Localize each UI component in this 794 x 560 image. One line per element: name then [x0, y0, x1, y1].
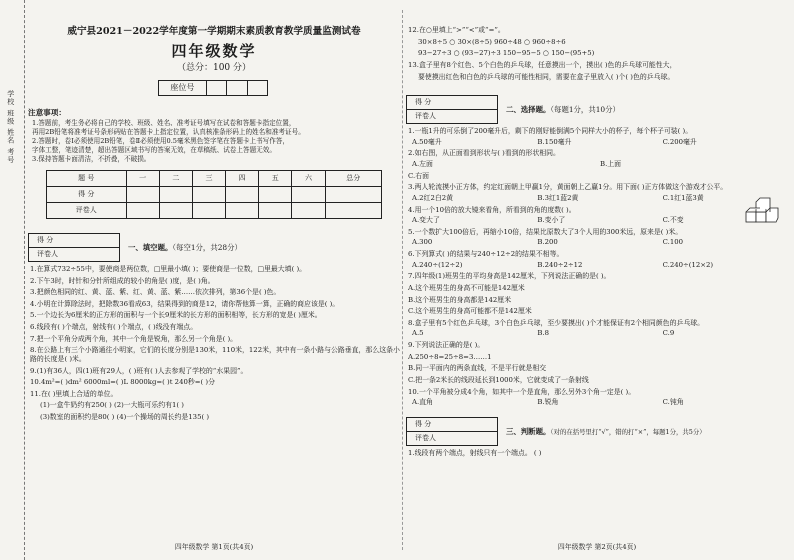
- notice-line: 3.保持答题卡面清洁，不折叠，不破损。: [32, 155, 151, 164]
- score-cell[interactable]: [159, 186, 192, 202]
- question: 2.下午3时，时针和分针所组成的较小的角是( )度，是( )角。: [30, 276, 215, 285]
- grader-name-label: 评卷人: [415, 433, 436, 442]
- option-row: [412, 138, 788, 147]
- question: 4.用一个10倍的放大镜来看角，所看到的角的度数( )。: [408, 205, 576, 214]
- option[interactable]: B.200: [537, 238, 558, 247]
- option[interactable]: C.钝角: [662, 398, 684, 407]
- section-title-text: 二、选择题。: [506, 105, 551, 114]
- question-part: (1)一盒牛奶约有250( ) (2)一大瓶可乐约有1( ): [40, 401, 184, 410]
- question: 1.一瓶1升的可乐倒了200毫升后，剩下的刚好能倒满5个同样大小的杯子，每个杯子可装( )。: [408, 127, 693, 136]
- notice-line: 1.答题前，考生务必将自己的学校、班级、姓名、准考证号填写在试卷和答题卡指定位置，: [32, 119, 296, 128]
- score-cell[interactable]: [226, 202, 259, 218]
- option[interactable]: A.左面: [412, 160, 433, 168]
- exam-title: 威宁县2021－2022学年度第一学期期末素质教育教学质量监测试卷: [67, 26, 361, 37]
- question: 4.小明在计算除法时，把除数36看成63，结果得到的商是12，请你帮他算一算，正确的商应该是( )。: [30, 299, 340, 308]
- score-cell[interactable]: [192, 202, 225, 218]
- score-cell[interactable]: [325, 202, 381, 218]
- score-cell[interactable]: [259, 202, 292, 218]
- section-note: （对的在括号里打“√”，错的打“×”，每题1分，共5分）: [550, 427, 706, 436]
- option-row: [412, 194, 788, 203]
- question: 3.两人轮流摸小正方体，约定红面朝上甲赢1分，黄面朝上乙赢1分。用下面( )正方体做这个游戏才公平。: [408, 183, 728, 192]
- grader-box: [406, 95, 498, 124]
- cube-stack-figure: [744, 192, 780, 226]
- score-header: 题 号: [47, 170, 127, 186]
- question: 8.在公路上有三个小路通往小明家，它们的长度分别是130米，110米，122米，其中有一条小路与公路垂直，那么这条小路的长度是( )米。: [30, 346, 400, 363]
- question: 7.四年级(1)班男生的平均身高是142厘米，下列说法正确的是( )。: [408, 272, 611, 281]
- question-part: 93−27÷3 ○ (93−27)÷3 150−95−5 ○ 150−(95+5): [418, 49, 595, 58]
- score-table: [46, 170, 382, 219]
- score-cell[interactable]: [226, 186, 259, 202]
- option[interactable]: A.变大了: [412, 216, 440, 225]
- option[interactable]: B.锐角: [537, 398, 559, 407]
- question: C.这个班男生的身高可能都不是142厘米: [408, 307, 532, 316]
- question: 5.一个数扩大100倍后，再缩小10倍，结果比原数大了3个人用的300米远，原来是( )米。: [408, 227, 683, 236]
- question-part: 30×8÷5 ○ 30×(8÷5) 960÷48 ○ 960÷8÷6: [418, 37, 566, 46]
- option-row: [412, 216, 788, 225]
- question: 10.一个平角被分成4个角，如其中一个是直角，那么另外3个角一定是( )。: [408, 387, 636, 396]
- option[interactable]: B.变小了: [537, 216, 566, 225]
- option[interactable]: C.9: [662, 329, 675, 338]
- page-footer: 四年级数学 第1页(共4页): [174, 543, 254, 552]
- section-title: [506, 427, 706, 436]
- grader-box: [28, 233, 120, 262]
- grader-name-label: 评卷人: [415, 112, 436, 121]
- left-page: [28, 6, 400, 552]
- section-judge-header: [406, 417, 788, 446]
- section-note: （每空1分，共28分）: [172, 242, 242, 252]
- question: 1.线段有两个端点，射线只有一个端点。 ( ): [408, 448, 542, 457]
- question: 9.下列说法正确的是( )。: [408, 341, 485, 349]
- score-cell[interactable]: [126, 186, 159, 202]
- grader-score-label: 得 分: [407, 418, 497, 432]
- option[interactable]: A.300: [412, 238, 433, 247]
- subject-title: 四年级数学: [171, 41, 257, 60]
- option-row: [412, 398, 788, 407]
- right-page: [406, 6, 788, 552]
- question: 7.把一个平角分成两个角，其中一个角是锐角，那么另一个角是( )。: [30, 334, 238, 343]
- question: 10.4m²=( )dm² 6000ml=( )L 8000kg=( )t 240秒=( )分: [30, 378, 215, 387]
- page-footer: 四年级数学 第2页(共4页): [557, 543, 637, 552]
- seat-label: 座位号: [159, 81, 207, 95]
- score-header: 六: [292, 170, 325, 186]
- score-header: 五: [259, 170, 292, 186]
- section-title-text: 三、判断题。: [506, 426, 551, 436]
- option[interactable]: B.3红1蓝2黄: [537, 193, 579, 202]
- option[interactable]: B.上面: [600, 160, 622, 168]
- notice-line: 再用2B铅笔将准考证号条形码贴在答题卡上指定位置，认真核准条形码上的姓名和准考证号。: [32, 128, 305, 137]
- score-row-label: 评卷人: [47, 202, 127, 218]
- option[interactable]: B.150毫升: [537, 137, 572, 146]
- question-part: (3)数室的面积约是80( ) (4)一个操场的周长约是135( ): [40, 413, 210, 422]
- option-row: [412, 329, 788, 338]
- seat-cell[interactable]: [227, 81, 247, 95]
- option[interactable]: A.直角: [412, 398, 433, 407]
- score-cell[interactable]: [192, 186, 225, 202]
- option[interactable]: C.100: [662, 238, 684, 247]
- score-header: 一: [126, 170, 159, 186]
- score-cell[interactable]: [325, 186, 381, 202]
- question: 5.一个边长为6厘米的正方形的面积与一个长9厘米的长方形的面积相等，长方形的宽是( )厘米。: [30, 311, 322, 320]
- notice-line: 字体工整，笔迹清楚，超出答题区域书写的答案无效，在草稿纸、试卷上答题无效。: [32, 146, 276, 155]
- question: A.这个班男生的身高不可能是142厘米: [408, 283, 525, 292]
- grader-score-label: 得 分: [407, 96, 497, 110]
- notice-line: 2.答题时，卷Ⅰ必须使用2B铅笔，卷Ⅱ必须使用0.5毫米黑色签字笔在答题卡上书写作答，: [32, 137, 290, 146]
- question: 6.下列算式( )的结果与240÷12÷2的结果不相等。: [408, 250, 564, 258]
- question: 13.盒子里有8个红色、5个白色的乒乓球，任意摸出一个，摸出( )色的乒乓球可能性大，: [408, 60, 677, 69]
- question: 8.盒子里有5个红色乒乓球，3个白色乒乓球，至少要摸出( )个才能保证有2个相同颜色的乒乓球。: [408, 318, 705, 327]
- section-fill-header: [28, 233, 400, 262]
- score-row-label: 得 分: [47, 186, 127, 202]
- option[interactable]: B.8: [537, 329, 549, 338]
- section-title-text: 一、填空题。: [128, 242, 173, 252]
- section-title: [128, 243, 242, 252]
- notice-list: [32, 119, 400, 163]
- option[interactable]: A.2红2白2黄: [412, 193, 453, 202]
- section-title: [506, 105, 620, 114]
- binding-margin: [0, 0, 25, 560]
- option[interactable]: C.240÷(12×2): [662, 260, 714, 269]
- option[interactable]: C.200毫升: [662, 137, 697, 146]
- option[interactable]: A.5: [412, 329, 424, 338]
- page-divider: [402, 10, 403, 550]
- score-header: 三: [192, 170, 225, 186]
- question: C.把一条2米长的线段延长到1000米，它就变成了一条射线: [408, 375, 589, 384]
- question: 1.在算式732÷55中，要使商是两位数，□里最小填( )；要使商是一位数，□里最大填( )。: [30, 264, 307, 273]
- score-cell[interactable]: [159, 202, 192, 218]
- question: B.同一平面内的两条直线，不是平行就是相交: [408, 364, 547, 373]
- grader-box: [406, 417, 498, 446]
- compare-questions: [406, 26, 788, 81]
- option[interactable]: C.1红1蓝3黄: [662, 193, 704, 202]
- score-cell[interactable]: [292, 202, 325, 218]
- score-header: 总分: [325, 170, 381, 186]
- seat-cell[interactable]: [248, 81, 267, 95]
- seat-cell[interactable]: [207, 81, 227, 95]
- question: 9.(1)有36人，四(1)班有29人，( )班有( )人去参观了学校的“水果园”。: [30, 366, 248, 375]
- option[interactable]: A.50毫升: [412, 137, 442, 146]
- option-row: [412, 238, 788, 247]
- choice-questions: [406, 127, 788, 407]
- score-cell[interactable]: [292, 186, 325, 202]
- section-choice-header: [406, 95, 788, 124]
- score-header: 四: [226, 170, 259, 186]
- question: B.这个班男生的身高都是142厘米: [408, 295, 512, 304]
- binding-text: 学校 班级 姓名 考号: [6, 90, 15, 164]
- notice-title: 注意事项：: [28, 107, 66, 117]
- option-row: [412, 261, 788, 270]
- question: C.右面: [408, 171, 429, 180]
- option[interactable]: C.不变: [662, 216, 684, 225]
- score-cell[interactable]: [259, 186, 292, 202]
- question: 12.在○里填上“>”“<”或“=”。: [408, 26, 505, 34]
- option[interactable]: A.240÷(12÷2): [412, 260, 463, 269]
- question: 2.如右图，从正面看到形状与( )看到的形状相同。: [408, 149, 560, 158]
- fill-questions: [28, 265, 400, 422]
- section-note: （每题1分，共10分）: [550, 105, 620, 114]
- grader-score-label: 得 分: [29, 234, 119, 248]
- option-row: [412, 160, 788, 169]
- question: A.250÷8=25÷8=3……1: [408, 352, 492, 361]
- total-score: （总分：100 分）: [176, 62, 252, 73]
- question: 6.线段有( )个端点，射线有( )个端点，( )线没有端点。: [30, 323, 198, 332]
- question: 3.把颜色相同的红、黄、蓝、紫、红、黄、蓝、紫……依次排列，第36个是( )色。: [30, 288, 281, 297]
- option[interactable]: B.240÷2÷12: [537, 260, 583, 269]
- question: 11.在( )里填上合适的单位。: [30, 389, 118, 398]
- seat-number-box: [158, 80, 268, 96]
- grader-name-label: 评卷人: [37, 250, 58, 259]
- question-part: 要使摸出红色和白色的乒乓球的可能性相同，需要在盒子里放入( )个( )色的乒乓球。: [418, 72, 675, 81]
- score-cell[interactable]: [126, 202, 159, 218]
- score-header: 二: [159, 170, 192, 186]
